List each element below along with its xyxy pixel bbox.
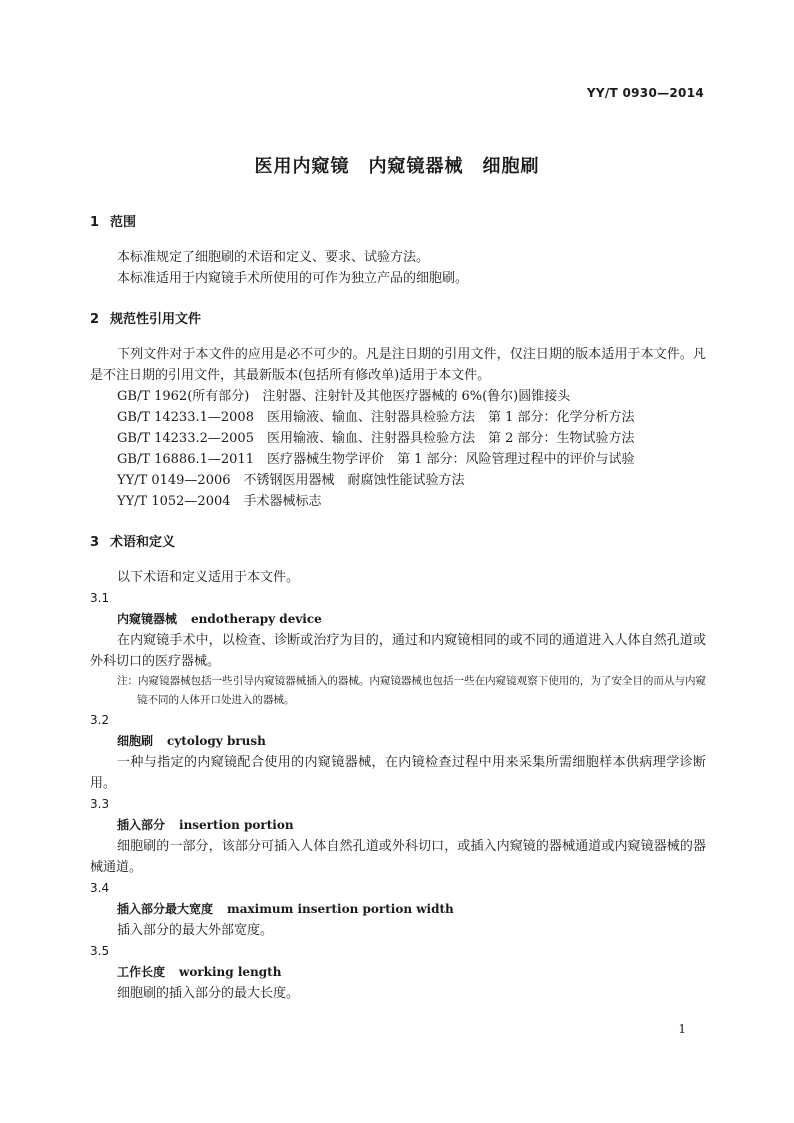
- term-title: [90, 962, 706, 983]
- term-definition: 插入部分的最大外部宽度。: [117, 923, 274, 938]
- section-title: 规范性引用文件: [110, 312, 202, 327]
- section-heading-2: [90, 309, 706, 330]
- paragraph: 下列文件对于本文件的应用是必不可少的。凡是注日期的引用文件，仅注日期的版本适用于本文件。凡是不注日期的引用文件，其最新版本(包括所有修改单)适用于本文件。: [90, 347, 706, 383]
- term-number: 3.2: [90, 713, 110, 727]
- section-heading-3: [90, 532, 706, 553]
- section-number: 2: [90, 312, 100, 327]
- reference-item: YY/T 1052—2004 手术器械标志: [117, 494, 322, 509]
- term-en: maximum insertion portion width: [227, 902, 454, 916]
- term-title: [90, 899, 706, 920]
- term-cn: 细胞刷: [117, 734, 154, 748]
- term-definition: 细胞刷的插入部分的最大长度。: [117, 986, 300, 1001]
- term-title: [90, 609, 706, 630]
- term-cn: 内窥镜器械: [117, 612, 178, 626]
- section-number: 1: [90, 215, 100, 230]
- term-cn: 插入部分最大宽度: [117, 902, 214, 916]
- term-en: working length: [179, 965, 282, 979]
- term-number: 3.4: [90, 881, 110, 895]
- term-cn: 工作长度: [117, 965, 166, 979]
- term-en: insertion portion: [179, 818, 294, 832]
- reference-item: GB/T 16886.1—2011 医疗器械生物学评价 第 1 部分：风险管理过程中的评价与试验: [117, 452, 635, 467]
- section-number: 3: [90, 535, 100, 550]
- document-title: 医用内窥镜 内窥镜器械 细胞刷: [254, 156, 540, 177]
- paragraph: 以下术语和定义适用于本文件。: [117, 570, 300, 585]
- paragraph: 本标准规定了细胞刷的术语和定义、要求、试验方法。: [117, 250, 430, 265]
- term-definition: 在内窥镜手术中，以检查、诊断或治疗为目的，通过和内窥镜相同的或不同的通道进入人体自然孔道或外科切口的医疗器械。: [90, 633, 706, 669]
- reference-item: GB/T 1962(所有部分) 注射器、注射针及其他医疗器械的 6%(鲁尔)圆锥接头: [117, 389, 571, 404]
- standard-code: YY/T 0930—2014: [586, 86, 704, 100]
- term-definition: 一种与指定的内窥镜配合使用的内窥镜器械，在内镜检查过程中用来采集所需细胞样本供病理学诊断用。: [90, 755, 706, 791]
- term-title: [90, 731, 706, 752]
- reference-item: GB/T 14233.2—2005 医用输液、输血、注射器具检验方法 第 2 部分：生物试验方法: [117, 431, 635, 446]
- term-number: 3.3: [90, 797, 110, 811]
- term-note: 注：内窥镜器械包括一些引导内窥镜器械插入的器械。内窥镜器械也包括一些在内窥镜观察下使用的，为了安全目的而从与内窥镜不同的人体开口处进入的器械。: [117, 675, 706, 706]
- section-title: 范围: [110, 215, 137, 230]
- section-title: 术语和定义: [110, 535, 176, 550]
- term-number: 3.5: [90, 944, 110, 958]
- section-heading-1: [90, 212, 706, 233]
- reference-item: YY/T 0149—2006 不锈钢医用器械 耐腐蚀性能试验方法: [117, 473, 465, 488]
- term-definition: 细胞刷的一部分，该部分可插入人体自然孔道或外科切口，或插入内窥镜的器械通道或内窥镜器械的器械通道。: [90, 839, 706, 875]
- document-body: [90, 212, 706, 1004]
- term-cn: 插入部分: [117, 818, 166, 832]
- term-title: [90, 815, 706, 836]
- term-number: 3.1: [90, 591, 110, 605]
- page-number: 1: [678, 1022, 686, 1036]
- paragraph: 本标准适用于内窥镜手术所使用的可作为独立产品的细胞刷。: [117, 271, 469, 286]
- term-en: cytology brush: [167, 734, 266, 748]
- reference-item: GB/T 14233.1—2008 医用输液、输血、注射器具检验方法 第 1 部分：化学分析方法: [117, 410, 635, 425]
- term-en: endotherapy device: [191, 612, 322, 626]
